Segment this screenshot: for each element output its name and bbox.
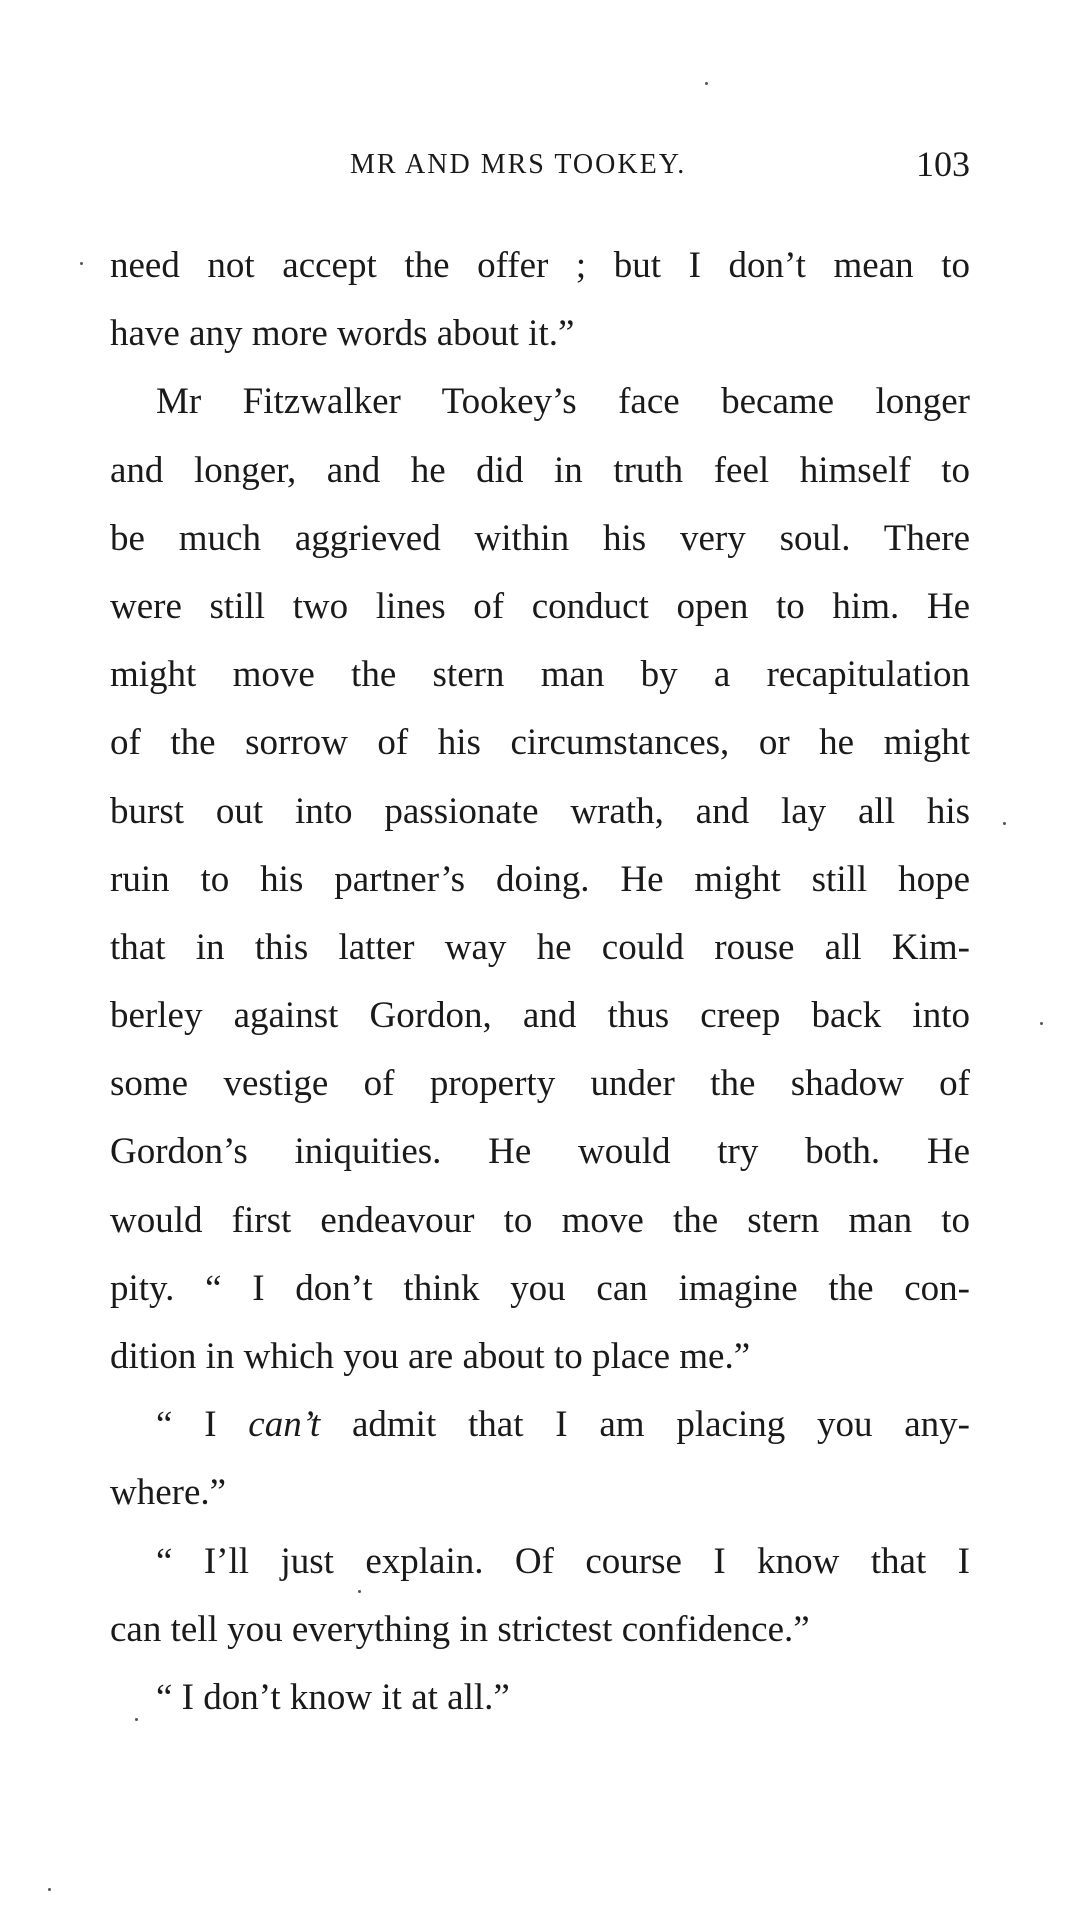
text-line: where.” [110, 1472, 227, 1514]
quote-rest: admit that I am placing you any- [320, 1404, 970, 1446]
paper-speck [705, 82, 708, 85]
quote-open: “ I [156, 1404, 249, 1446]
text-line: pity. “ I don’t think you can imagine the con- [110, 1267, 970, 1309]
paragraph-start-line: “ I’ll just explain. Of course I know that I [156, 1540, 970, 1582]
paragraph-start-line: Mr Fitzwalker Tookey’s face became longer [156, 381, 970, 423]
page-number: 103 [916, 144, 970, 184]
paper-speck [135, 1718, 138, 1721]
paper-speck [48, 1888, 51, 1891]
text-line: need not accept the offer ; but I don’t mean to [110, 245, 970, 286]
text-line: of the sorrow of his circumstances, or he might [110, 722, 970, 764]
paper-speck [1040, 1022, 1043, 1025]
text-line: some vestige of property under the shadow of [110, 1063, 970, 1105]
page-header [110, 143, 970, 189]
running-title: MR AND MRS TOOKEY. [350, 149, 687, 180]
paragraph-start-line [110, 1391, 970, 1459]
paper-speck [1003, 822, 1006, 825]
body-text [110, 232, 970, 1732]
text-line: might move the stern man by a recapitulation [110, 654, 970, 696]
paper-speck [80, 262, 83, 265]
text-line: would first endeavour to move the stern man to [110, 1199, 970, 1241]
text-line: have any more words about it.” [110, 313, 575, 355]
text-line: dition in which you are about to place me.” [110, 1336, 751, 1377]
paragraph-start-line: “ I don’t know it at all.” [156, 1676, 510, 1718]
text-line: be much aggrieved within his very soul. There [110, 517, 970, 559]
emphasized-word: can’t [248, 1404, 321, 1446]
text-line: ruin to his partner’s doing. He might still hope [110, 858, 970, 900]
text-line: burst out into passionate wrath, and lay all his [110, 790, 970, 832]
text-line: and longer, and he did in truth feel himself to [110, 449, 970, 491]
text-line: can tell you everything in strictest confidence.” [110, 1608, 810, 1650]
paper-speck [358, 1590, 361, 1593]
text-line: were still two lines of conduct open to him. He [110, 585, 970, 627]
text-line: Gordon’s iniquities. He would try both. He [110, 1131, 970, 1173]
text-line: that in this latter way he could rouse all Kim- [110, 926, 970, 968]
text-line: berley against Gordon, and thus creep back into [110, 995, 970, 1037]
